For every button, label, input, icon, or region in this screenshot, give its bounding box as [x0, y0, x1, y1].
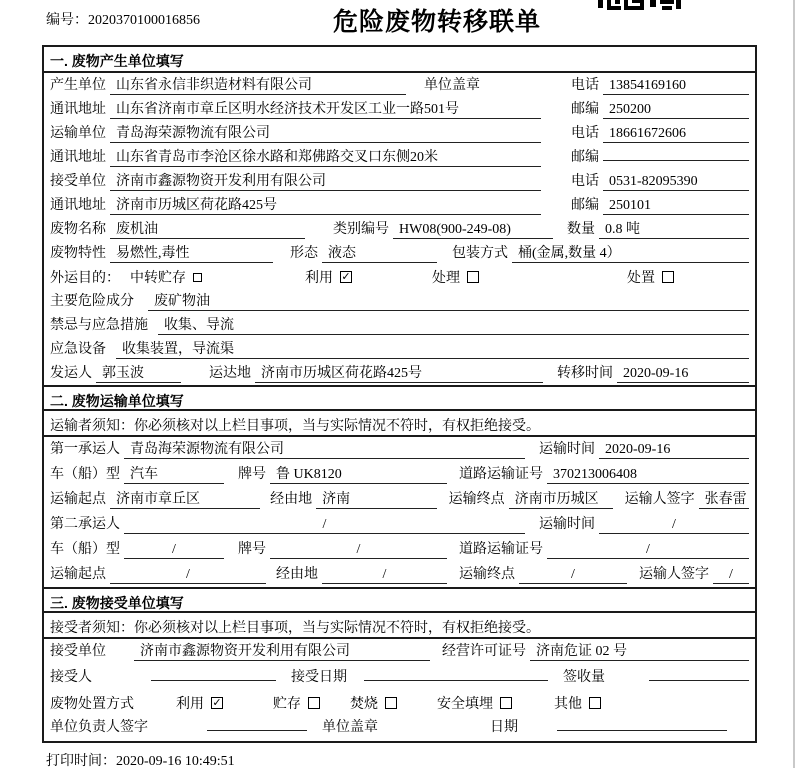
transfer-time-label: 转移时间: [557, 366, 613, 381]
waste-name-value: 废机油: [110, 218, 305, 239]
main-hazard-label: 主要危险成分: [50, 294, 134, 309]
disposal-option-other: [554, 693, 601, 713]
plate-value-2: /: [270, 542, 447, 559]
address-label: 通讯地址: [50, 150, 106, 165]
route-start-value-2: /: [110, 567, 266, 584]
packing-value: 桶(金属,数量 4）: [512, 242, 749, 263]
waste-name-row: [44, 217, 755, 241]
first-carrier-value: 青岛海荣源物流有限公司: [124, 438, 525, 459]
address-label: 通讯地址: [50, 198, 106, 213]
receive-address-row: [44, 193, 755, 217]
route-row-2: [44, 562, 755, 587]
purpose-row: [44, 265, 755, 289]
route-end-label: 运输终点: [459, 567, 515, 582]
receive-unit-value: 济南市鑫源物资开发利用有限公司: [110, 170, 541, 191]
destination-label: 运达地: [209, 366, 251, 381]
phone-label: 电话: [571, 78, 599, 93]
consignor-row: [44, 361, 755, 385]
emergency-equipment-row: [44, 337, 755, 361]
waste-character-label: 废物特性: [50, 246, 106, 261]
section2-title: 二. 废物运输单位填写: [44, 385, 755, 411]
accept-unit-label: 接受单位: [50, 644, 106, 659]
option-label: 利用: [305, 271, 333, 286]
option-label: 焚烧: [350, 697, 378, 712]
zip-label: 邮编: [571, 150, 599, 165]
unit-seal-label: 单位盖章: [424, 78, 480, 93]
purpose-label: 外运目的：: [50, 271, 120, 286]
producer-phone-value: 13854169160: [603, 78, 749, 95]
transfer-time-value: 2020-09-16: [617, 366, 749, 383]
quantity-value: 0.8 吨: [599, 218, 749, 239]
form-title: 危险废物转移联单: [332, 8, 542, 36]
route-via-label: 经由地: [276, 567, 318, 582]
acceptor-row: [44, 665, 755, 691]
emergency-equipment-value: 收集装置，导流渠: [116, 338, 749, 359]
waste-name-label: 废物名称: [50, 222, 106, 237]
disposal-option-landfill: [437, 693, 512, 713]
accept-unit-value: 济南市鑫源物资开发利用有限公司: [134, 640, 430, 661]
option-label: 处理: [432, 271, 460, 286]
transport-address-value: 山东省青岛市李沧区徐水路和郑佛路交叉口东侧20米: [110, 146, 541, 167]
vehicle-type-row-2: [44, 537, 755, 562]
option-label: 中转贮存: [130, 271, 186, 286]
transport-time-value: 2020-09-16: [599, 442, 749, 459]
checkbox-checked-icon: ✓: [341, 271, 351, 283]
received-qty-value: [649, 680, 749, 681]
vehicle-type-value-2: /: [124, 542, 224, 559]
transport-zip-value: [603, 160, 749, 161]
section3-title: 三. 废物接受单位填写: [44, 587, 755, 613]
section1-title: 一. 废物产生单位填写: [44, 47, 755, 73]
responsible-sign-value: [207, 730, 307, 731]
address-label: 通讯地址: [50, 102, 106, 117]
acceptor-label: 接受人: [50, 670, 92, 685]
second-carrier-value: /: [124, 517, 525, 534]
responsible-sign-label: 单位负责人签字: [50, 720, 148, 735]
road-permit-label: 道路运输证号: [459, 542, 543, 557]
producer-value: 山东省永信非织造材料有限公司: [110, 74, 406, 95]
emergency-measures-value: 收集、导流: [158, 314, 749, 335]
receive-address-value: 济南市历城区荷花路425号: [110, 194, 541, 215]
vehicle-type-row-1: [44, 462, 755, 487]
second-carrier-label: 第二承运人: [50, 517, 120, 532]
permit-value: 济南危证 02 号: [530, 640, 749, 661]
vehicle-type-value: 汽车: [124, 463, 224, 484]
plate-label: 牌号: [238, 467, 266, 482]
accept-date-value: [364, 680, 548, 681]
disposal-option-utilize: [176, 693, 223, 713]
qr-code-fragment: [598, 0, 682, 11]
transport-time-label: 运输时间: [539, 517, 595, 532]
permit-label: 经营许可证号: [442, 644, 526, 659]
checkbox-unchecked-icon: [500, 697, 512, 709]
receive-unit-row: [44, 169, 755, 193]
checkbox-unchecked-icon: [308, 697, 320, 709]
producer-zip-value: 250200: [603, 102, 749, 119]
option-label: 贮存: [273, 697, 301, 712]
carrier-sign-value-2: /: [713, 567, 749, 584]
form-value: 液态: [322, 242, 437, 263]
route-end-value: 济南市历城区: [509, 488, 613, 509]
main-hazard-value: 废矿物油: [148, 290, 749, 311]
option-label: 其他: [554, 697, 582, 712]
option-label: 处置: [627, 271, 655, 286]
receive-unit-label: 接受单位: [50, 174, 106, 189]
checkbox-unchecked-icon: [662, 271, 674, 283]
date-value: [557, 730, 727, 731]
transport-unit-label: 运输单位: [50, 126, 106, 141]
receive-phone-value: 0531-82095390: [603, 174, 749, 191]
road-permit-value-2: /: [547, 542, 749, 559]
quantity-label: 数量: [567, 222, 595, 237]
responsible-sign-row: [44, 715, 755, 741]
purpose-option-transfer-storage: [130, 267, 202, 287]
route-via-label: 经由地: [270, 492, 313, 507]
route-end-label: 运输终点: [448, 492, 505, 507]
purpose-option-utilize: [305, 267, 352, 287]
checkbox-checked-icon: ✓: [212, 697, 222, 709]
page-edge-line: [793, 0, 795, 768]
waste-character-row: [44, 241, 755, 265]
received-qty-label: 签收量: [563, 670, 605, 685]
producer-label: 产生单位: [50, 78, 106, 93]
road-permit-value: 370213006408: [547, 467, 749, 484]
disposal-option-storage: [273, 693, 320, 713]
accept-unit-row: [44, 639, 755, 665]
destination-value: 济南市历城区荷花路425号: [255, 362, 543, 383]
disposal-method-row: [44, 691, 755, 715]
accept-date-label: 接受日期: [291, 670, 347, 685]
carrier-sign-value: 张春雷: [699, 488, 749, 509]
emergency-equipment-label: 应急设备: [50, 342, 106, 357]
purpose-option-dispose: [627, 267, 674, 287]
transport-phone-value: 18661672606: [603, 126, 749, 143]
checkbox-unchecked-icon: [467, 271, 479, 283]
road-permit-label: 道路运输证号: [459, 467, 543, 482]
emergency-measures-label: 禁忌与应急措施: [50, 318, 148, 333]
consignor-label: 发运人: [50, 366, 92, 381]
carrier-sign-label: 运输人签字: [639, 567, 709, 582]
second-carrier-row: [44, 512, 755, 537]
waste-character-value: 易燃性,毒性: [110, 242, 273, 263]
category-value: HW08(900-249-08): [393, 222, 553, 239]
print-time-label: 打印时间：: [46, 754, 116, 768]
route-start-value: 济南市章丘区: [110, 488, 260, 509]
packing-label: 包装方式: [452, 246, 508, 261]
serial-number: 2020370100016856: [88, 13, 200, 28]
route-end-value-2: /: [519, 567, 627, 584]
disposal-option-incinerate: [350, 693, 397, 713]
plate-label: 牌号: [238, 542, 266, 557]
print-time-value: 2020-09-16 10:49:51: [116, 754, 235, 768]
transporter-notice: 运输者须知：你必须核对以上栏目事项，当与实际情况不符时，有权拒绝接受。: [44, 411, 755, 437]
manifest-table: [42, 45, 757, 743]
purpose-option-treat: [432, 267, 479, 287]
category-label: 类别编号: [333, 222, 389, 237]
acceptor-value: [151, 680, 276, 681]
checkbox-unchecked-icon: [193, 273, 202, 282]
transport-unit-row: [44, 121, 755, 145]
transport-address-row: [44, 145, 755, 169]
transport-unit-value: 青岛海荣源物流有限公司: [110, 122, 541, 143]
producer-address-value: 山东省济南市章丘区明水经济技术开发区工业一路501号: [110, 98, 541, 119]
carrier-sign-label: 运输人签字: [624, 492, 695, 507]
serial-label: 编号：: [46, 13, 88, 28]
vehicle-type-label: 车（船）型: [50, 467, 120, 482]
checkbox-unchecked-icon: [589, 697, 601, 709]
date-label: 日期: [490, 720, 518, 735]
option-label: 安全填埋: [437, 697, 493, 712]
first-carrier-label: 第一承运人: [50, 442, 120, 457]
first-carrier-row: [44, 437, 755, 462]
disposal-method-label: 废物处置方式: [50, 697, 134, 712]
route-start-label: 运输起点: [50, 492, 106, 507]
producer-address-row: [44, 97, 755, 121]
emergency-measures-row: [44, 313, 755, 337]
consignor-value: 郭玉波: [96, 362, 181, 383]
plate-value: 鲁 UK8120: [270, 463, 447, 484]
main-hazard-row: [44, 289, 755, 313]
zip-label: 邮编: [571, 102, 599, 117]
print-time-line: [46, 750, 235, 768]
checkbox-unchecked-icon: [385, 697, 397, 709]
transport-time-label: 运输时间: [539, 442, 595, 457]
receive-zip-value: 250101: [603, 198, 749, 215]
form-label: 形态: [290, 246, 318, 261]
serial-number-line: [46, 9, 200, 29]
phone-label: 电话: [571, 174, 599, 189]
transport-time-value-2: /: [599, 517, 749, 534]
unit-seal-label: 单位盖章: [322, 720, 378, 735]
vehicle-type-label: 车（船）型: [50, 542, 120, 557]
route-via-value-2: /: [322, 567, 447, 584]
phone-label: 电话: [571, 126, 599, 141]
route-via-value: 济南: [316, 488, 436, 509]
route-row-1: [44, 487, 755, 512]
route-start-label: 运输起点: [50, 567, 106, 582]
zip-label: 邮编: [571, 198, 599, 213]
receiver-notice: 接受者须知：你必须核对以上栏目事项，当与实际情况不符时，有权拒绝接受。: [44, 613, 755, 639]
producer-row: [44, 73, 755, 97]
option-label: 利用: [176, 697, 204, 712]
